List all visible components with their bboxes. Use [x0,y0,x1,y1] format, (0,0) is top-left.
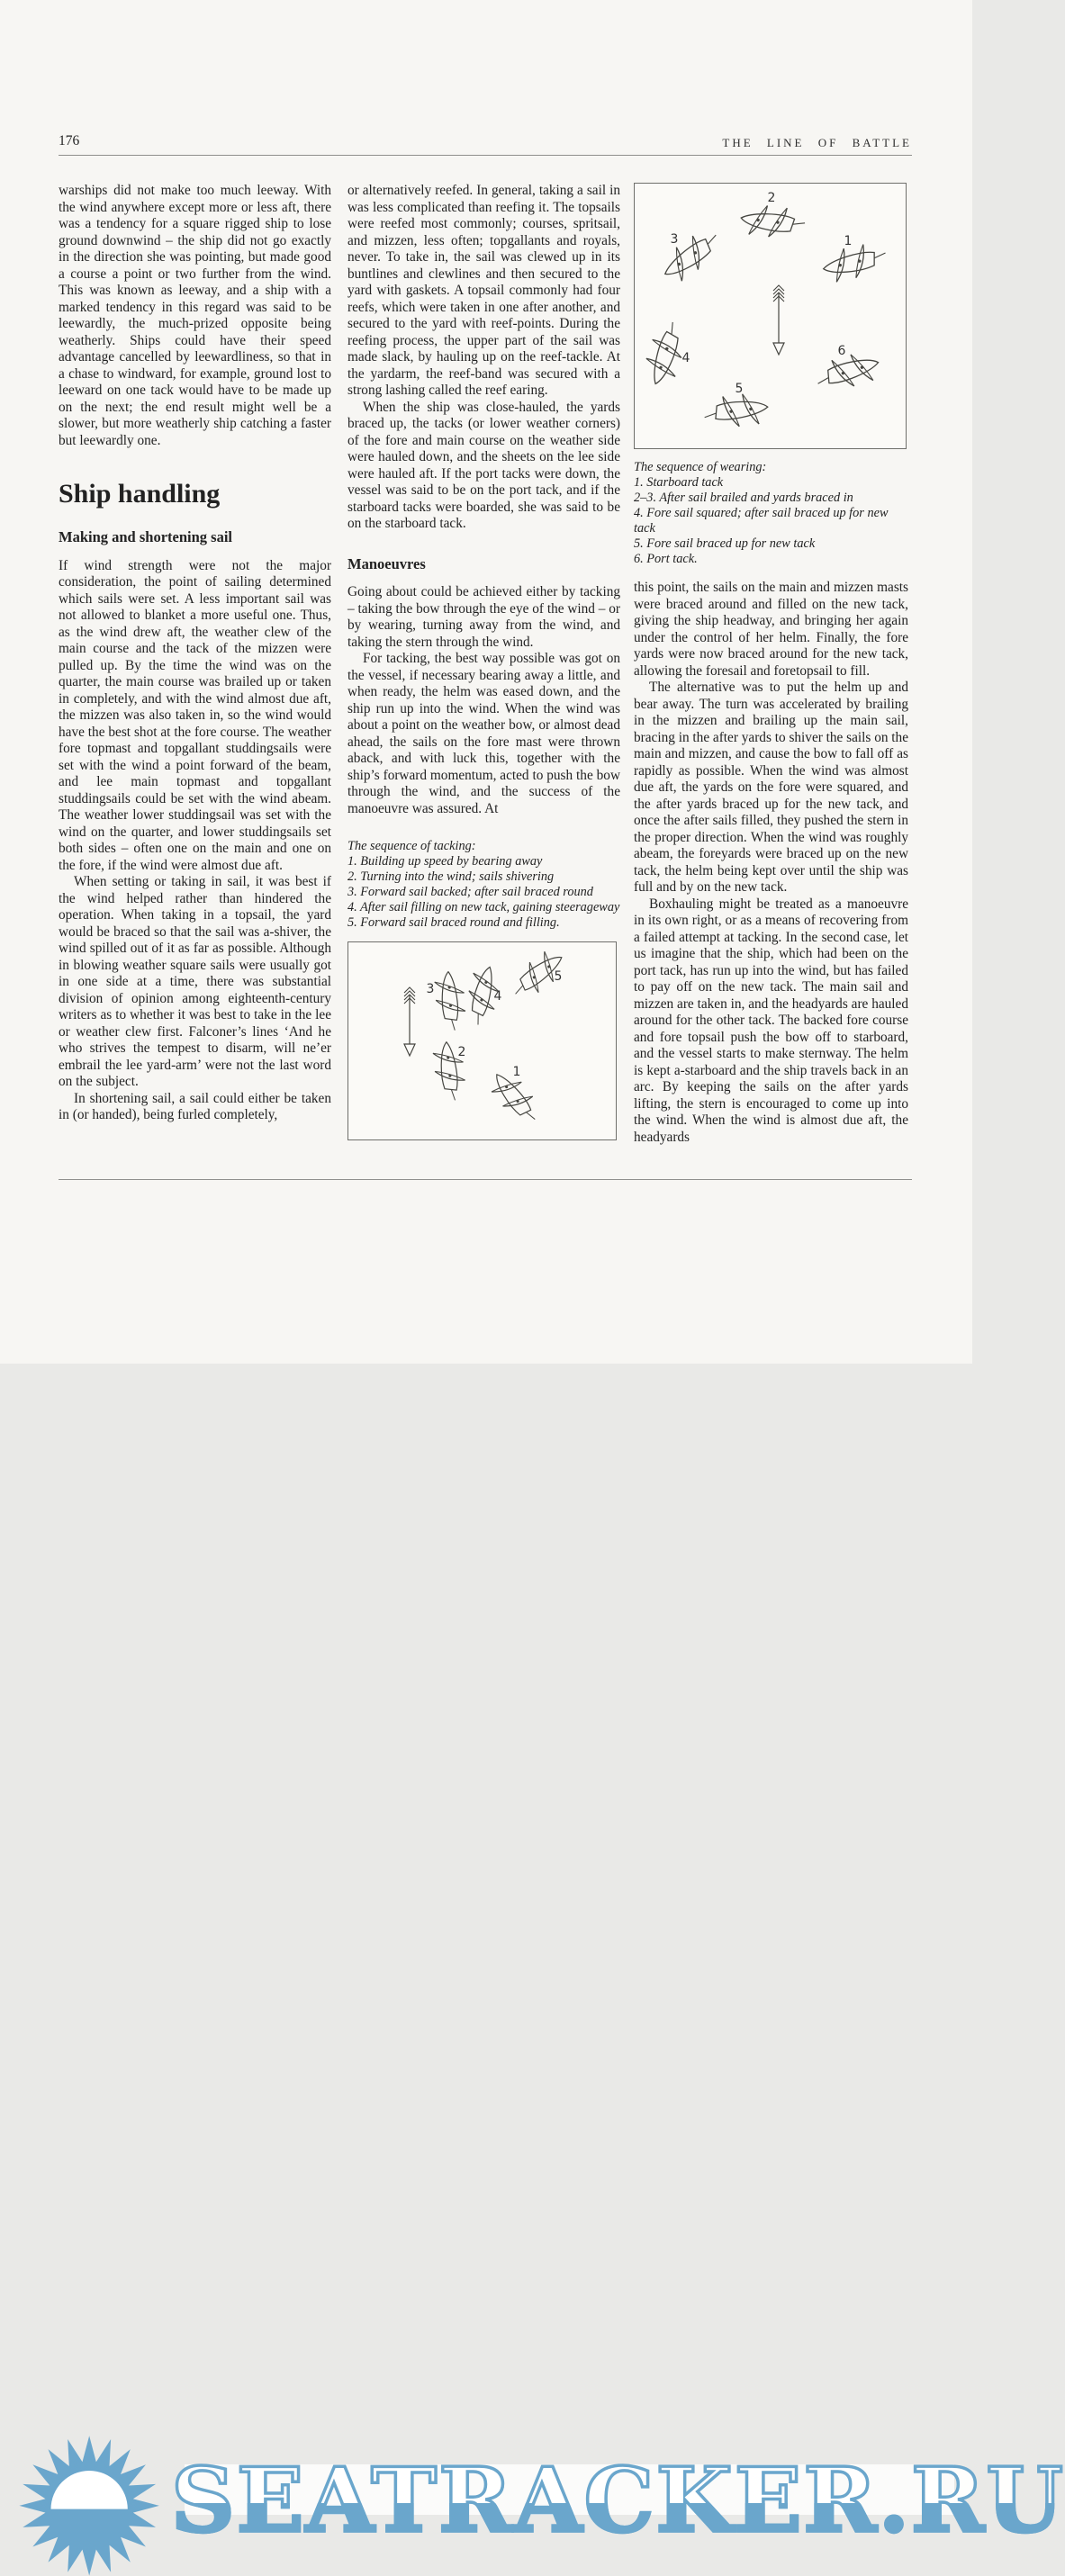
tacking-diagram [347,941,617,1140]
wearing-diagram [634,183,907,449]
ship-number-label: 6 [837,344,846,358]
wearing-caption [634,460,908,567]
paragraph: The alternative was to put the helm up and bear away. The turn was accelerated by brailing in the mizzen and brailing up the main sail, bracing in the after yards to shiver the sails on the main and mizzen, and cause the bow to fall off as rapidly as possible. When the wind was almost due aft, the yards on the fore were squared, and the after yards braced up for the new tack, and once the after sails filled, they pushed the stern in the proper direction. When the wind was roughly abeam, the foreyards were braced up on the new tack, the helm being kept over until the ship was full and by on the new tack. [634,680,908,895]
ship-number-label: 2 [457,1045,466,1059]
ship-icon [433,970,467,1031]
column-3 [634,183,908,1146]
caption-item: 6. Port tack. [634,552,698,566]
paragraph: warships did not make too much leeway. With the wind anywhere except more or less aft, there was a tendency for a square rigged ship to lose ground downwind – the ship did not go exactly in the direction she was pointing, but made good a course a point or two further from the wind. This was known as leeway, and a ship with a marked tendency in this regard was said to be leewardly, the much-prized opposite being weatherly. Ships could have their speed advantage cancelled by leewardliness, so that in a chase to windward, for example, ground lost to leeward on one tack would have to be made up on the next; the end result might well be a slower, but more weatherly ship catching a faster but leewardly one. [59,183,331,448]
paragraph: For tacking, the best way possible was got on the vessel, if necessary bearing away a little, and when ready, the helm was eased down, and the ship run up into the wind. When the wind was about a point on the weather bow, or almost dead ahead, the sails on the fore mast were thrown aback, and with luck this, together with the ship’s forward momentum, acted to push the bow through the wind, and the success of the manoeuvre was assured. At [347,651,620,816]
ship-number-label: 3 [670,232,679,247]
column-1 [59,183,331,1124]
tacking-caption [347,839,620,931]
ship-number-label: 5 [735,382,744,396]
running-header-title: THE LINE OF BATTLE [722,136,912,149]
ship-number-label: 3 [426,982,435,996]
ship-icon [702,391,770,432]
caption-item: 4. Fore sail squared; after sail braced up for new tack [634,506,889,536]
caption-item: 5. Forward sail braced round and filling. [347,915,560,930]
subsection-heading: Manoeuvres [347,554,426,572]
caption-item: 1. Building up speed by bearing away [347,854,543,869]
paragraph: or alternatively reefed. In general, taking a sail in was less complicated than reefing it. The topsails were reefed most commonly; courses, spritsail, and mizzen, less often; topgallants and royals, never. To take in, the sail was clewed up in its buntlines and clewlines and then secured to the yard with gaskets. A topsail commonly had four reefs, which were taken in one after another, and secured to the yard with reef-points. During the reefing process, the upper part of the sail was made slack, by hauling up on the reef-tackle. At the yardarm, the reef-band was secured with a strong lashing called the reef earing. [347,183,620,398]
paragraph: When the ship was close-hauled, the yards braced up, the tacks (or lower weather corners) of the fore and main course on the weather side were hauled down, and the sheets on the lee side were hauled aft. If the port tacks were down, the vessel was said to be on the port tack, and if the starboard tacks were boarded, she was said to be on the starboard tack. [347,399,620,531]
footer-rule [59,1179,912,1180]
ship-number-label: 4 [493,989,502,1004]
seatracker-watermark [0,1213,1065,2553]
sun-logo-icon [11,2432,173,2576]
caption-item: 5. Fore sail braced up for new tack [634,536,816,551]
caption-title: The sequence of wearing: [634,460,767,474]
caption-item: 3. Forward sail backed; after sail braced round [347,885,593,899]
section-heading: Ship handling [59,479,221,509]
ship-icon [820,239,889,285]
caption-item: 2–3. After sail brailed and yards braced in [634,491,853,505]
column-2 [347,183,620,1140]
ship-icon [656,224,727,288]
paragraph: In shortening sail, a sail could either be taken in (or handed), being furled completely, [59,1090,331,1122]
paragraph: Going about could be achieved either by tacking – taking the bow through the eye of the wind – or by wearing, turning away from the wind, and taking the stern through the wind. [347,584,620,650]
ship-number-label: 2 [767,191,776,205]
paragraph: When setting or taking in sail, it was best if the wind helped rather than hindered the operation. When taking in a topsail, the yard would be braced so that the sail was a-shiver, the wind spilled out of it as far as possible. Although in blowing weather square sails were usually got in one side at a time, there was substantial division of opinion among eighteenth-century writers as to whether it was best to take in the lee or weather clew first. Falconer’s lines ‘And he who strives the tempest to disarm, will ne’er embrail the lee yard-arm’ were not the last word on the subject. [59,874,331,1089]
paragraph: If wind strength were not the major consideration, the point of sailing determined which sails were set. A less important sail was not allowed to blanket a more useful one. Thus, as the wind drew aft, the weather clew of the main course and the tack of the mizzen were pulled up. By the time the wind was on the quarter, the main course was brailed up or taken in completely, and with the wind almost due aft, the mizzen was also taken in, so the wind would have the best shot at the fore course. The weather fore topmast and topgallant studdingsails were set with the wind a point forward of the beam, and lee main topmast and topgallant studdingsails could be set with the wind abeam. The weather lower studdingsail was set with the wind on the quarter, and lower studdingsails set both sides – often one on the main and one on the fore, if the wind were almost due aft. [59,557,331,873]
subsection-heading: Making and shortening sail [59,528,233,545]
paragraph: this point, the sails on the main and mizzen masts were braced around and filled on the new tack, giving the ship headway, and bringing her again under the control of her helm. Finally, the fore yards were now braced around for the new tack, allowing the foresail and foretopsail to fill. [634,580,908,679]
ship-number-label: 4 [681,351,690,365]
watermark-text: SEATRACKER.RU [171,2449,1065,2553]
ship-number-label: 5 [554,969,563,984]
caption-title: The sequence of tacking: [347,839,476,853]
ship-icon [739,202,807,242]
ship-number-label: 1 [512,1065,521,1079]
ship-icon [812,347,883,397]
caption-item: 1. Starboard tack [634,475,724,490]
paragraph: Boxhauling might be treated as a manoeuvre in its own right, or as a means of recovering from a failed attempt at tacking. In the second case, let us imagine that the ship, which had been on the port tack, has run up into the wind, but has failed to pay off on the new tack. The main sail and mizzen are taken in, and the headyards are hauled around for the other tack. The backed fore course and fore topsail push the bow off to starboard, and the vessel starts to make sternway. The helm is kept a-starboard and the ship travels back in an arc. By keeping the sails on the after yards lifting, the stern is encouraged to come up into the wind. When the wind is almost due aft, the headyards [634,896,908,1145]
caption-item: 4. After sail filling on new tack, gaining steerageway [347,900,620,914]
ship-number-label: 1 [844,234,853,248]
page-number: 176 [59,133,80,149]
wind-arrow-icon [773,285,784,355]
caption-item: 2. Turning into the wind; sails shivering [347,869,555,884]
wind-arrow-icon [404,987,415,1056]
header-rule [59,155,912,156]
